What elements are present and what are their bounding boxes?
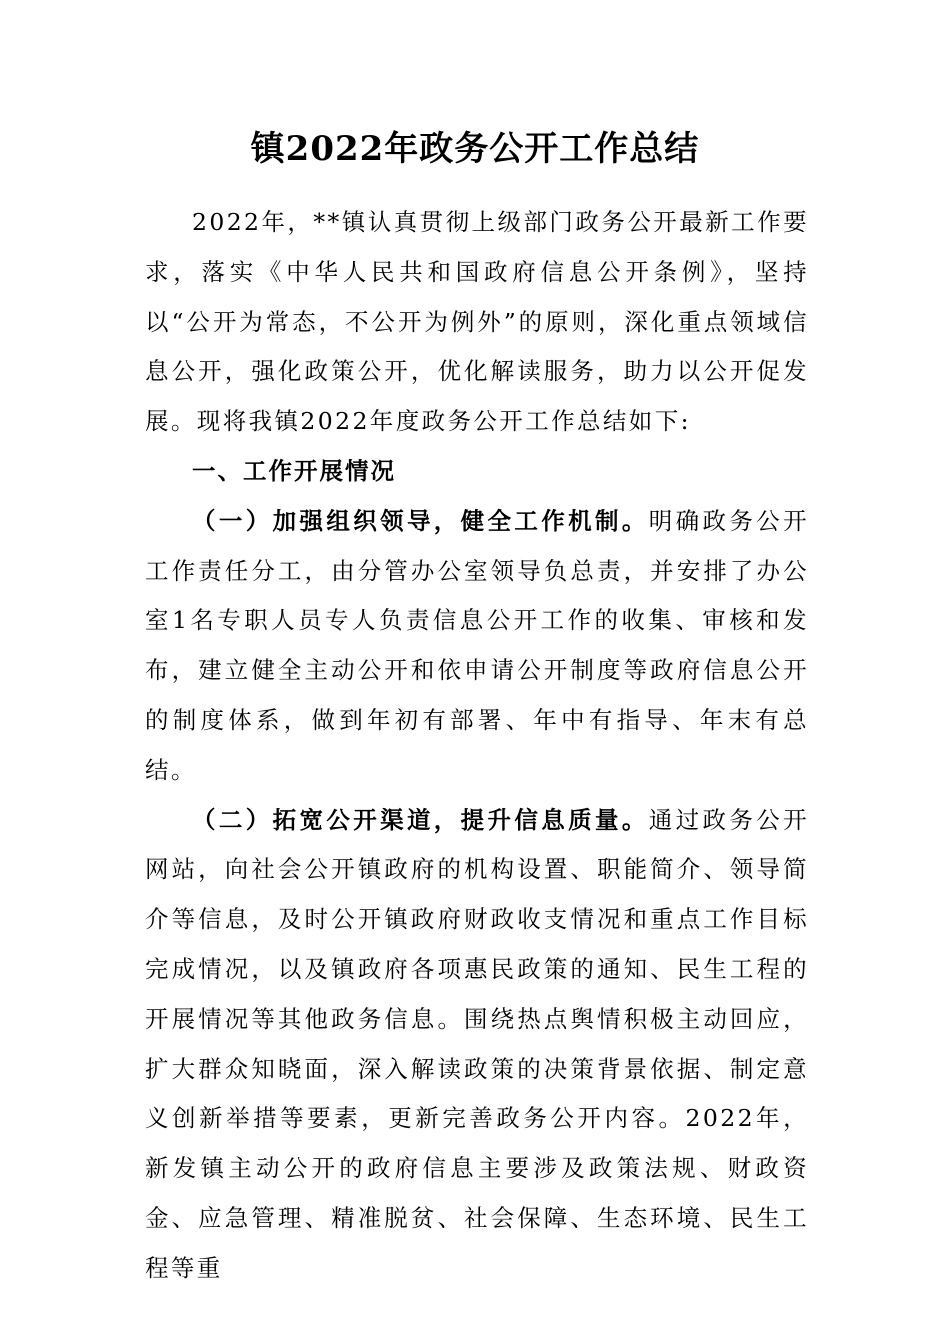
section-heading-work-status: 一、工作开展情况 xyxy=(192,456,396,485)
paragraph-organization xyxy=(145,497,809,796)
document-title: 镇2022年政务公开工作总结 xyxy=(250,129,700,169)
paragraph-lead-channels: （二）拓宽公开渠道，提升信息质量。 xyxy=(192,805,649,834)
paragraph-lead-organization: （一）加强组织领导，健全工作机制。 xyxy=(192,506,649,535)
document-body xyxy=(145,198,809,1294)
paragraph-channels xyxy=(145,796,809,1294)
paragraph-text-channels: 通过政务公开网站，向社会公开镇政府的机构设置、职能简介、领导简介等信息，及时公开镇政府财政收支情况和重点工作目标完成情况，以及镇政府各项惠民政策的通知、民生工程的开展情况等其他政务信息。围绕热点舆情积极主动回应，扩大群众知晓面，深入解读政策的决策背景依据、制定意义创新举措等要素，更新完善政务公开内容。2022年，新发镇主动公开的政府信息主要涉及政策法规、财政资金、应急管理、精准脱贫、社会保障、生态环境、民生工程等重 xyxy=(145,805,809,1282)
paragraph-text-organization: 明确政务公开工作责任分工，由分管办公室领导负总责，并安排了办公室1名专职人员专人负责信息公开工作的收集、审核和发布，建立健全主动公开和依申请公开制度等政府信息公开的制度体系，做到年初有部署、年中有指导、年末有总结。 xyxy=(145,506,809,784)
intro-paragraph: 2022年，**镇认真贯彻上级部门政务公开最新工作要求，落实《中华人民共和国政府信息公开条例》，坚持以“公开为常态，不公开为例外”的原则，深化重点领域信息公开，强化政策公开，优化解读服务，助力以公开促发展。现将我镇2022年度政务公开工作总结如下: xyxy=(145,208,809,436)
